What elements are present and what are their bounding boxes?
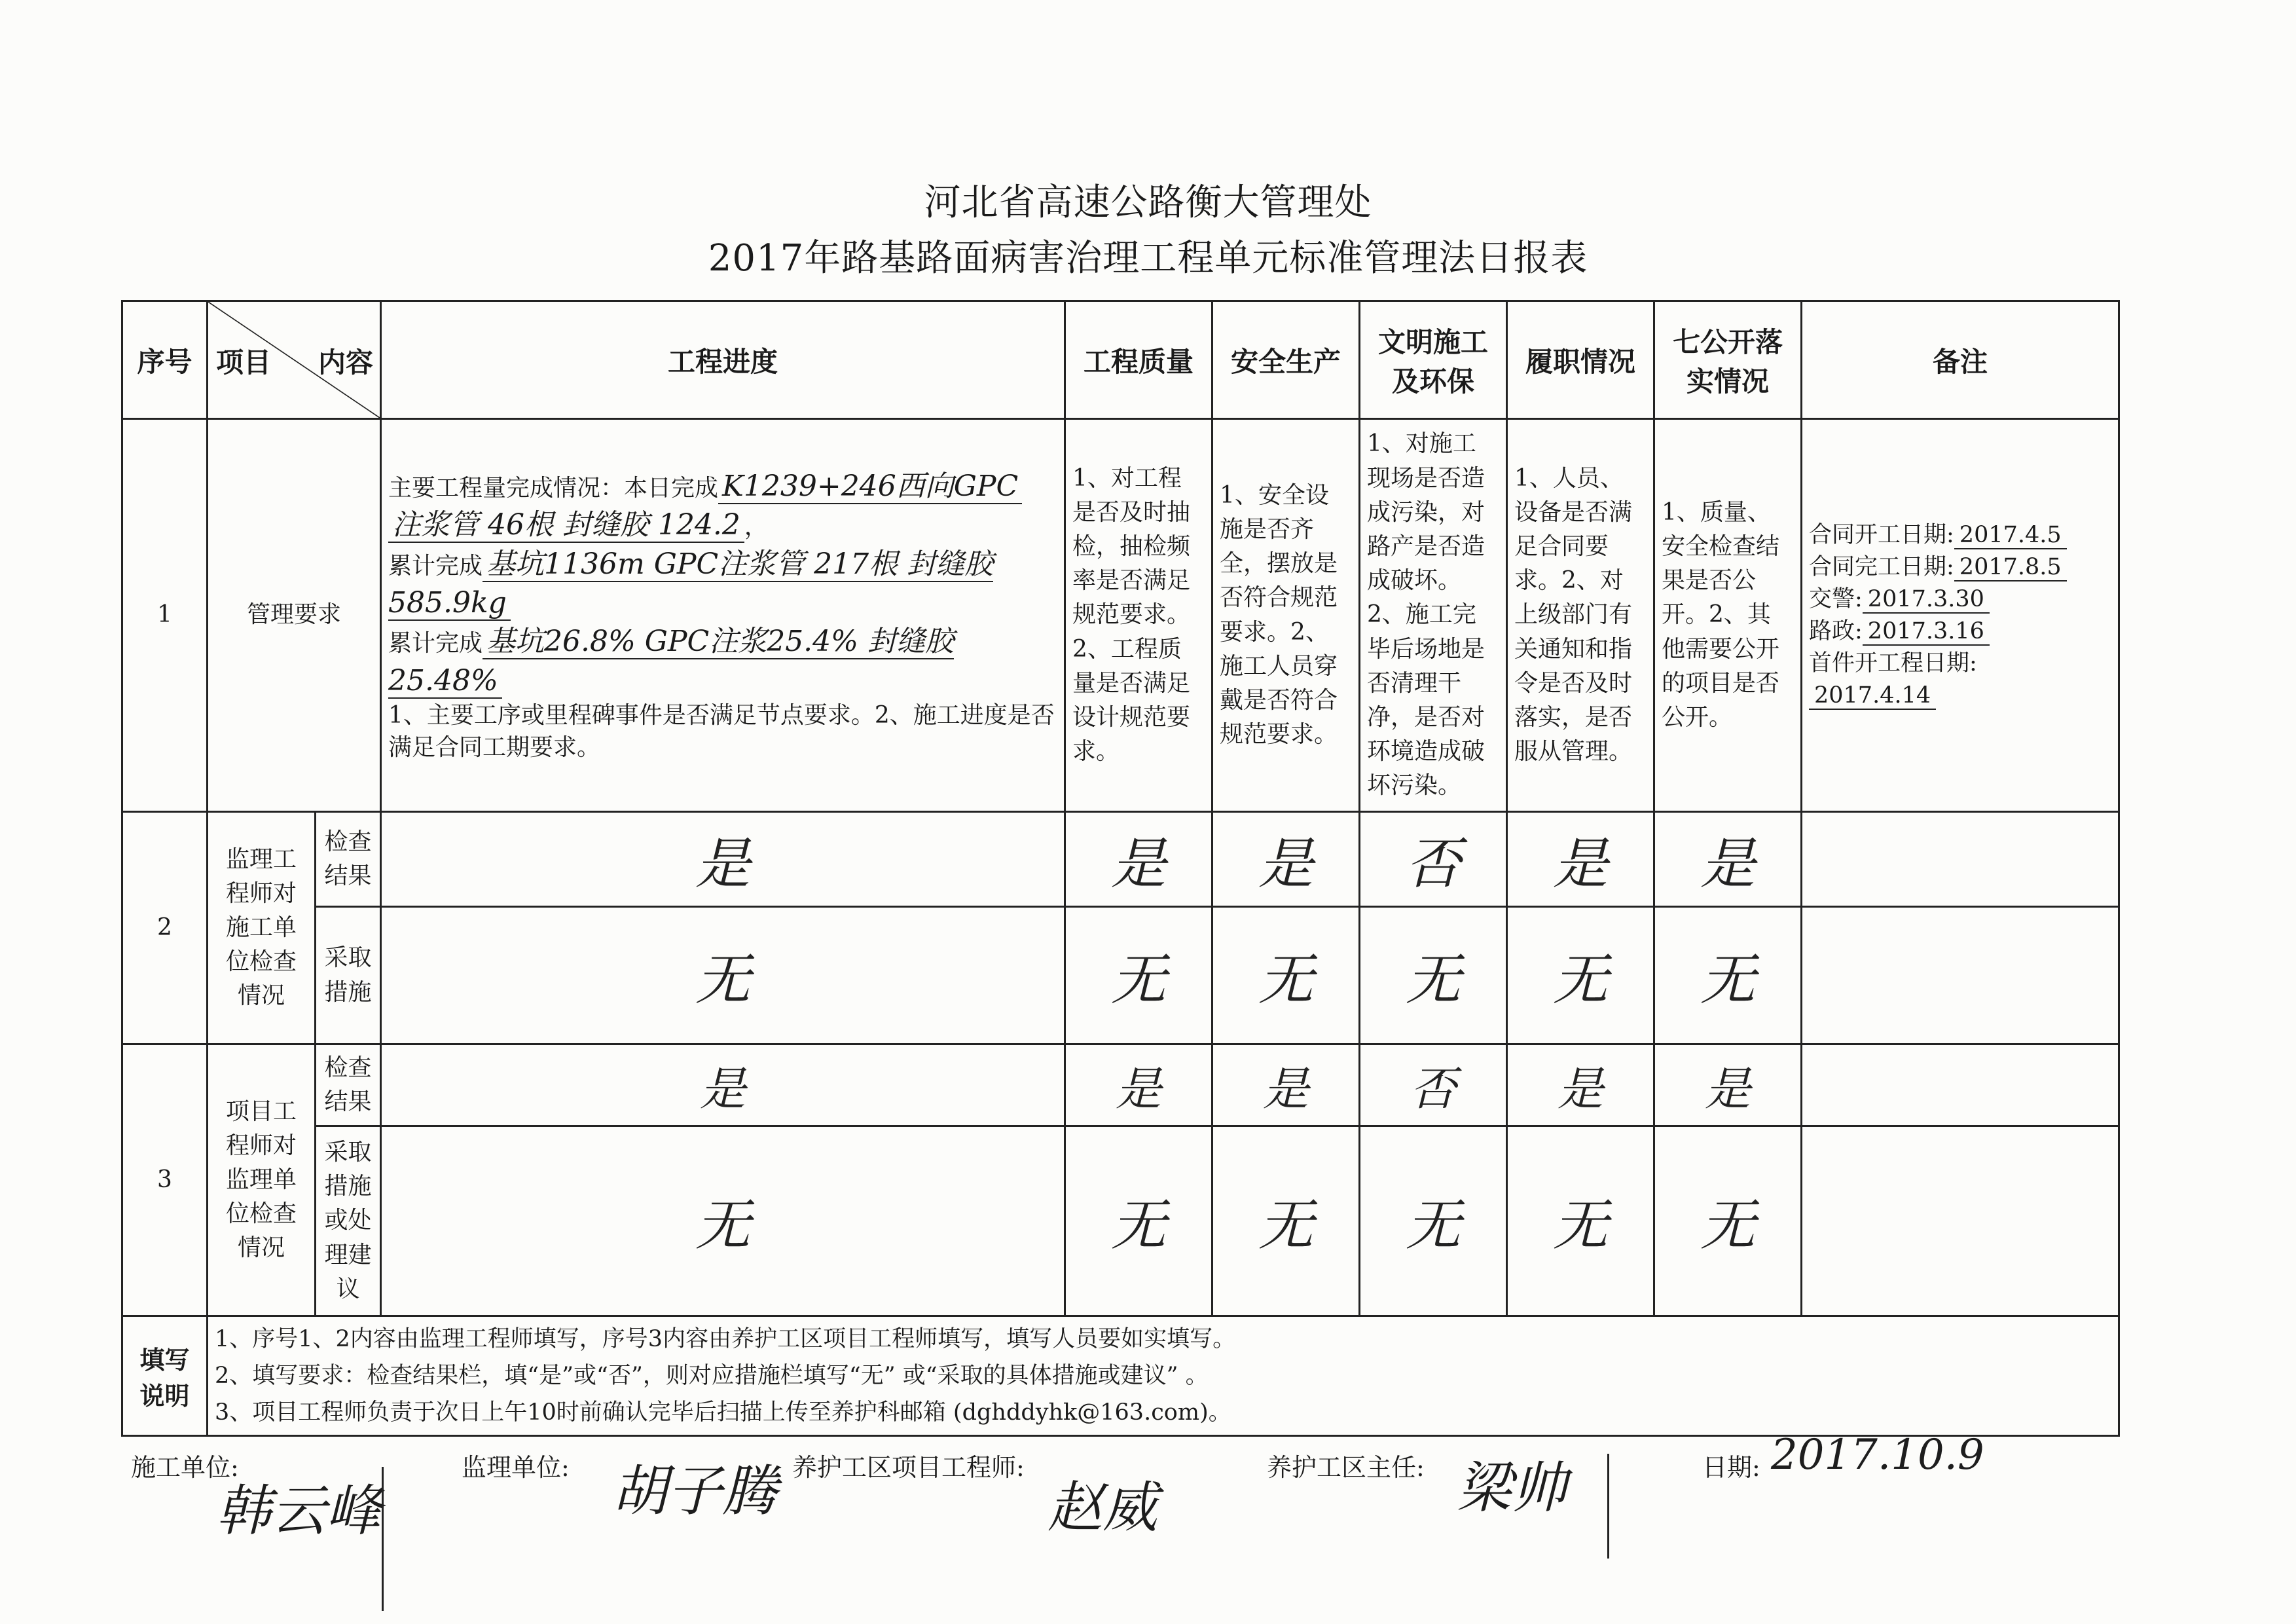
row2-measure-seven: 无	[1654, 907, 1802, 1044]
date-handwritten: 2017.10.9	[1771, 1431, 1984, 1479]
row3-label: 项目工程师对监理单位检查情况	[208, 1044, 316, 1316]
engineer-label: 养护工区项目工程师:	[792, 1453, 1025, 1482]
row1-civil: 1、对施工现场是否造成污染，对路产是否造成破坏。2、施工完毕后场地是否清理干净，是否对环境造成破坏污染。	[1360, 419, 1507, 812]
row1-seq: 1	[122, 419, 208, 812]
row2-measure-civil: 无	[1360, 907, 1507, 1044]
row2-check-progress: 是	[381, 812, 1065, 907]
row3-measure-quality: 无	[1065, 1126, 1212, 1316]
row3-measure-progress: 无	[381, 1126, 1065, 1316]
row3-seq: 3	[122, 1044, 208, 1316]
row3-check-civil: 否	[1360, 1044, 1507, 1126]
row3-check	[122, 1044, 2119, 1126]
remark-first-work-date: 2017.4.14	[1809, 680, 2111, 712]
note-line-2: 2、填写要求：检查结果栏，填“是”或“否”，则对应措施栏填写“无” 或“采取的具体措施或建议” 。	[215, 1363, 1209, 1389]
col-safety: 安全生产	[1212, 301, 1360, 419]
row1-remarks	[1802, 419, 2119, 812]
row1-safety: 1、安全设施是否齐全，摆放是否符合规范要求。2、施工人员穿戴是否符合规范要求。	[1212, 419, 1360, 812]
cumulative-label-2: 累计完成	[388, 630, 483, 657]
row3-check-progress: 是	[381, 1044, 1065, 1126]
row2-check-safety: 是	[1212, 812, 1360, 907]
row2-measure-quality: 无	[1065, 907, 1212, 1044]
row1-duty: 1、人员、设备是否满足合同要求。2、对上级部门有关通知和指令是否及时落实，是否服从管理。	[1507, 419, 1654, 812]
row3-measure-seven: 无	[1654, 1126, 1802, 1316]
col-progress: 工程进度	[381, 301, 1065, 419]
notes-content	[208, 1316, 2119, 1436]
col-item: 项目	[216, 346, 272, 378]
daily-report-table	[121, 300, 2120, 1437]
row3-check-safety: 是	[1212, 1044, 1360, 1126]
remark-traffic-police: 交警: 2017.3.30	[1809, 583, 2111, 616]
row2-check-civil: 否	[1360, 812, 1507, 907]
row2-measure-remarks	[1802, 907, 2119, 1044]
col-content: 内容	[318, 346, 373, 378]
signature-director: 梁帅	[1457, 1456, 1567, 1520]
row2-label: 监理工程师对施工单位检查情况	[208, 812, 316, 1044]
col-remarks: 备注	[1802, 301, 2119, 419]
col-civil: 文明施工及环保	[1360, 301, 1507, 419]
row3-measure-label: 采取措施或处理建议	[316, 1126, 381, 1316]
remark-end-date: 合同完工日期: 2017.8.5	[1809, 551, 2111, 583]
progress-lead: 主要工程量完成情况：本日完成	[388, 474, 719, 502]
note-line-1: 1、序号1、2内容由监理工程师填写，序号3内容由养护工区项目工程师填写，填写人员要如实填写。	[215, 1326, 1236, 1352]
notes-row	[122, 1316, 2119, 1436]
row2-check-seven: 是	[1654, 812, 1802, 907]
supervisor-label: 监理单位:	[462, 1453, 570, 1482]
row2-check	[122, 812, 2119, 907]
report-title: 2017年路基路面病害治理工程单元标准管理法日报表	[708, 237, 1588, 280]
row2-check-duty: 是	[1507, 812, 1654, 907]
col-duty: 履职情况	[1507, 301, 1654, 419]
director-label: 养护工区主任:	[1267, 1453, 1425, 1482]
remark-first-work-label: 首件开工程日期:	[1809, 650, 1977, 676]
cumulative-handwriting-2: 基坑26.8% GPC注浆25.4% 封缝胶25.48%	[388, 625, 954, 697]
row1-progress	[381, 419, 1065, 812]
row3-check-remarks	[1802, 1044, 2119, 1126]
row1-seven: 1、质量、安全检查结果是否公开。2、其他需要公开的项目是否公开。	[1654, 419, 1802, 812]
row3-measure-civil: 无	[1360, 1126, 1507, 1316]
cumulative-label-1: 累计完成	[388, 552, 483, 580]
row3-measure	[122, 1126, 2119, 1316]
signature-supervisor: 胡子腾	[612, 1459, 778, 1523]
pen-stroke	[1607, 1454, 1609, 1559]
row2-check-remarks	[1802, 812, 2119, 907]
cumulative-handwriting-1: 基坑1136m GPC注浆管 217根 封缝胶 585.9kg	[388, 547, 994, 619]
signature-engineer: 赵威	[1048, 1475, 1158, 1540]
row3-check-seven: 是	[1654, 1044, 1802, 1126]
row2-measure-label: 采取措施	[316, 907, 381, 1044]
row2-measure-duty: 无	[1507, 907, 1654, 1044]
row3-check-duty: 是	[1507, 1044, 1654, 1126]
col-seven: 七公开落实情况	[1654, 301, 1802, 419]
progress-handwriting-2: 注浆管 46根 封缝胶 124.2	[388, 508, 744, 543]
row2-measure	[122, 907, 2119, 1044]
remark-road-admin: 路政: 2017.3.16	[1809, 616, 2111, 648]
row3-measure-safety: 无	[1212, 1126, 1360, 1316]
col-quality: 工程质量	[1065, 301, 1212, 419]
note-line-3: 3、项目工程师负责于次日上午10时前确认完毕后扫描上传至养护科邮箱 (dghddyhk@163.com)。	[215, 1399, 1231, 1426]
progress-requirements: 1、主要工序或里程碑事件是否满足节点要求。2、施工进度是否满足合同工期要求。	[388, 702, 1055, 761]
row2-measure-progress: 无	[381, 907, 1065, 1044]
row-management	[122, 419, 2119, 812]
signature-contractor: 韩云峰	[216, 1479, 382, 1543]
progress-comma: ，	[744, 513, 768, 541]
row2-seq: 2	[122, 812, 208, 1044]
row2-check-quality: 是	[1065, 812, 1212, 907]
row1-quality: 1、对工程是否及时抽检，抽检频率是否满足规范要求。2、工程质量是否满足设计规范要求。	[1065, 419, 1212, 812]
col-item-content	[208, 301, 381, 419]
remark-start-date: 合同开工日期: 2017.4.5	[1809, 519, 2111, 551]
date-label: 日期:	[1702, 1453, 1760, 1482]
row3-measure-remarks	[1802, 1126, 2119, 1316]
col-seq: 序号	[122, 301, 208, 419]
notes-label: 填写说明	[122, 1316, 208, 1436]
row3-check-label: 检查结果	[316, 1044, 381, 1126]
header-row	[122, 301, 2119, 419]
row2-measure-safety: 无	[1212, 907, 1360, 1044]
row2-check-label: 检查结果	[316, 812, 381, 907]
org-title: 河北省高速公路衡大管理处	[924, 181, 1372, 224]
row3-check-quality: 是	[1065, 1044, 1212, 1126]
progress-handwriting-1: K1239+246西向GPC	[718, 470, 1022, 504]
row1-label: 管理要求	[208, 419, 381, 812]
pen-stroke	[382, 1467, 384, 1611]
row3-measure-duty: 无	[1507, 1126, 1654, 1316]
contractor-label: 施工单位:	[131, 1453, 239, 1482]
